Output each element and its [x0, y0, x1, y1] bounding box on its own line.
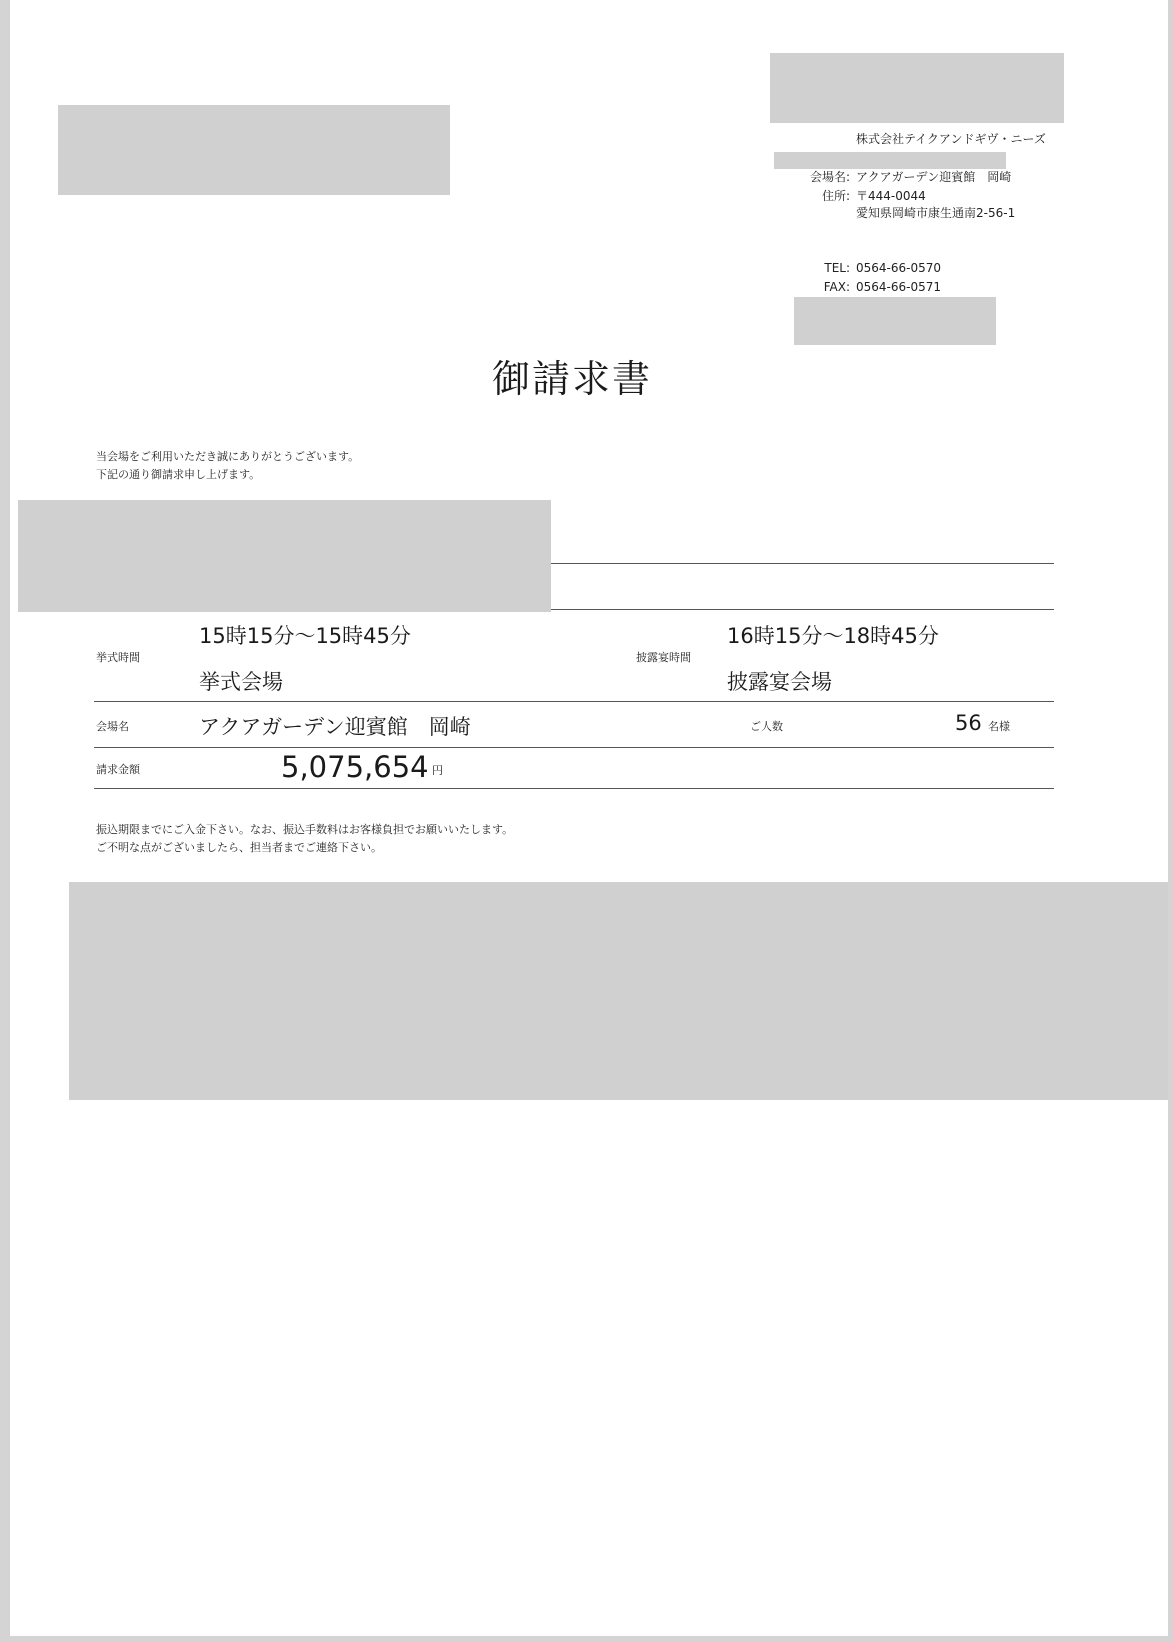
company-postal: 〒444-0044: [856, 189, 926, 203]
reception-time-label: 披露宴時間: [636, 651, 691, 664]
company-address: 愛知県岡崎市康生通南2-56-1: [856, 206, 1016, 220]
redacted-bank-details: [69, 882, 1168, 1100]
redacted-company-line: [774, 152, 1006, 169]
amount-label: 請求金額: [96, 763, 140, 776]
document-title: 御請求書: [492, 357, 653, 401]
ceremony-time: 15時15分〜15時45分: [199, 624, 411, 648]
rule-row-3: [94, 788, 1054, 789]
amount-unit: 円: [432, 764, 443, 777]
guests-unit: 名様: [988, 720, 1010, 733]
company-tel: 0564-66-0570: [856, 261, 942, 275]
ceremony-place: 挙式会場: [199, 670, 283, 694]
rule-row-2: [94, 747, 1054, 748]
redacted-seal: [794, 297, 996, 345]
table-venue: アクアガーデン迎賓館 岡崎: [199, 715, 471, 739]
company-name: 株式会社テイクアンドギヴ・ニーズ: [856, 132, 1046, 146]
intro-line-1: 当会場をご利用いただき誠にありがとうございます。: [96, 450, 360, 463]
table-venue-label: 会場名: [96, 720, 129, 733]
invoice-amount: 5,075,654: [281, 750, 429, 784]
reception-time: 16時15分〜18時45分: [727, 624, 939, 648]
ceremony-time-label: 挙式時間: [96, 651, 140, 664]
company-fax: 0564-66-0571: [856, 280, 942, 294]
guests-label: ご人数: [750, 720, 783, 733]
rule-top-1: [551, 563, 1054, 564]
fax-label: FAX:: [823, 280, 850, 294]
redacted-company-logo: [770, 53, 1064, 123]
guests-count: 56: [955, 711, 982, 735]
intro-line-2: 下記の通り御請求申し上げます。: [96, 468, 261, 481]
rule-row-1: [94, 701, 1054, 702]
company-venue: アクアガーデン迎賓館 岡崎: [856, 170, 1012, 184]
reception-place: 披露宴会場: [727, 670, 832, 694]
tel-label: TEL:: [824, 261, 850, 275]
redacted-customer-name: [18, 500, 551, 612]
address-label: 住所:: [821, 189, 850, 203]
note-line-2: ご不明な点がございましたら、担当者までご連絡下さい。: [96, 841, 382, 854]
venue-label: 会場名:: [809, 170, 850, 184]
invoice-page: [10, 0, 1168, 1636]
rule-top-2: [551, 609, 1054, 610]
note-line-1: 振込期限までにご入金下さい。なお、振込手数料はお客様負担でお願いいたします。: [96, 823, 514, 836]
redacted-recipient-block: [58, 105, 450, 195]
